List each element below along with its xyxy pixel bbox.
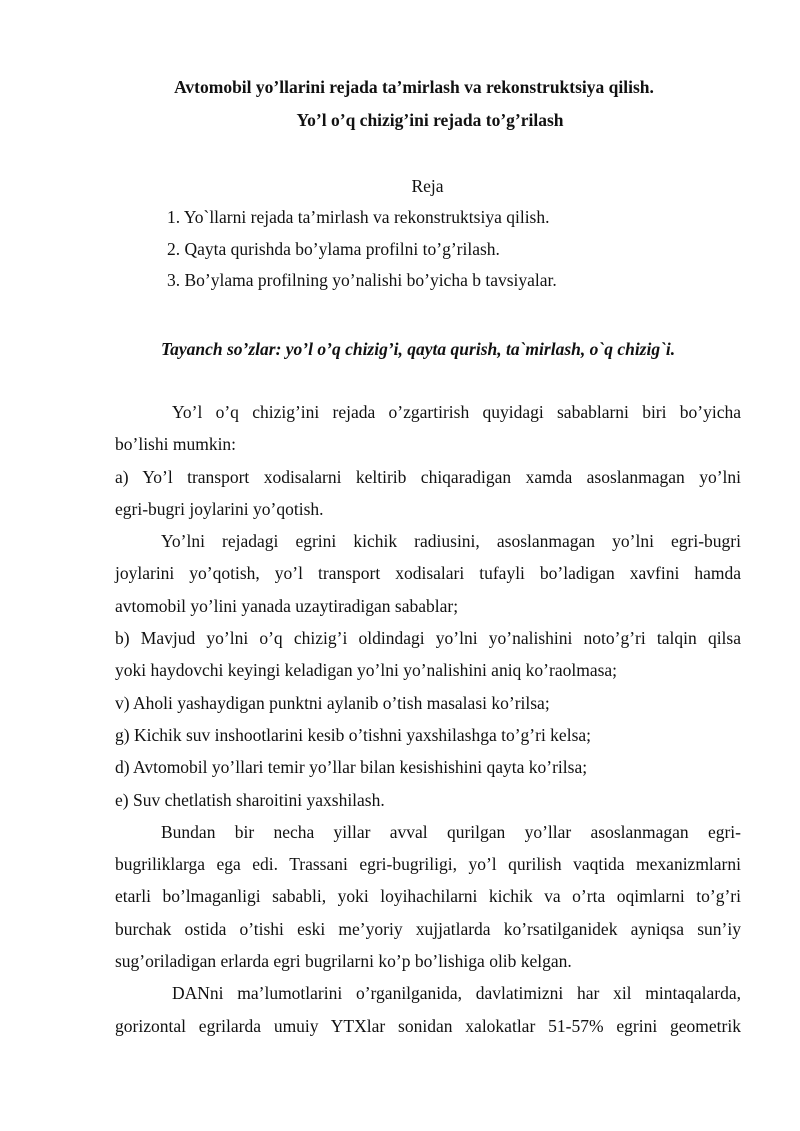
text-line: DANni ma’lumotlarini o’rganilganida, davlatimizni har xil mintaqalarda, <box>172 983 741 1004</box>
text-line: e) Suv chetlatish sharoitini yaxshilash. <box>115 789 385 810</box>
text-line: sug’oriladigan erlarda egri bugrilarni ko’p bo’lishiga olib kelgan. <box>115 951 572 972</box>
text-line: etarli bo’lmaganligi sababli, yoki loyihachilarni kichik va o’rta oqimlarni to’g’ri <box>115 886 741 907</box>
plan-list <box>167 206 557 301</box>
text-line: joylarini yo’qotish, yo’l transport xodisalari tufayli bo’ladigan xavfini hamda <box>115 563 741 584</box>
text-line: gorizontal egrilarda umuiy YTXlar sonidan xalokatlar 51-57% egrini geometrik <box>115 1015 741 1036</box>
text-line: avtomobil yo’lini yanada uzaytiradigan sabablar; <box>115 595 459 616</box>
text-line: burchak ostida o’tishi eski me’yoriy xujjatlarda ko’rsatilganidek ayniqsa sun’iy <box>115 918 741 939</box>
plan-item: 3. Bo’ylama profilning yo’nalishi bo’yicha b tavsiyalar. <box>167 270 557 290</box>
text-line: egri-bugri joylarini yo’qotish. <box>115 498 324 519</box>
text-line: Yo’l o’q chizig’ini rejada o’zgartirish quyidagi sabablarni biri bo’yicha <box>172 402 741 422</box>
document-title-line-1: Avtomobil yo’llarini rejada ta’mirlash va rekonstruktsiya qilish. <box>174 77 654 97</box>
text-line: Yo’lni rejadagi egrini kichik radiusini, asoslanmagan yo’lni egri-bugri <box>161 531 741 552</box>
plan-item: 1. Yo`llarni rejada ta’mirlash va rekonstruktsiya qilish. <box>167 207 550 227</box>
text-line: Bundan bir necha yillar avval qurilgan yo’llar asoslanmagan egri- <box>161 821 741 842</box>
text-line: bugriliklarga ega edi. Trassani egri-bugriligi, yo’l qurilish vaqtida mexanizmlarni <box>115 854 741 875</box>
body-text <box>115 400 741 1046</box>
text-line: a) Yo’l transport xodisalarni keltirib chiqaradigan xamda asoslanmagan yo’lni <box>115 466 741 487</box>
keywords-line: Tayanch so’zlar: yo’l o’q chizig’i, qayta qurish, ta`mirlash, o`q chizig`i. <box>161 339 676 359</box>
text-line: b) Mavjud yo’lni o’q chizig’i oldindagi yo’lni yo’nalishini noto’g’ri talqin qilsa <box>115 628 741 649</box>
text-line: v) Aholi yashaydigan punktni aylanib o’tish masalasi ko’rilsa; <box>115 692 550 713</box>
plan-heading: Reja <box>411 176 444 196</box>
text-line: d) Avtomobil yo’llari temir yo’llar bilan kesishishini qayta ko’rilsa; <box>115 757 588 778</box>
text-line: g) Kichik suv inshootlarini kesib o’tishni yaxshilashga to’g’ri kelsa; <box>115 724 592 745</box>
text-line: yoki haydovchi keyingi keladigan yo’lni yo’nalishini aniq ko’raolmasa; <box>115 660 618 681</box>
document-title-line-2: Yo’l o’q chizig’ini rejada to’g’rilash <box>296 110 564 130</box>
text-line: bo’lishi mumkin: <box>115 434 237 455</box>
plan-item: 2. Qayta qurishda bo’ylama profilni to’g’rilash. <box>167 238 500 259</box>
